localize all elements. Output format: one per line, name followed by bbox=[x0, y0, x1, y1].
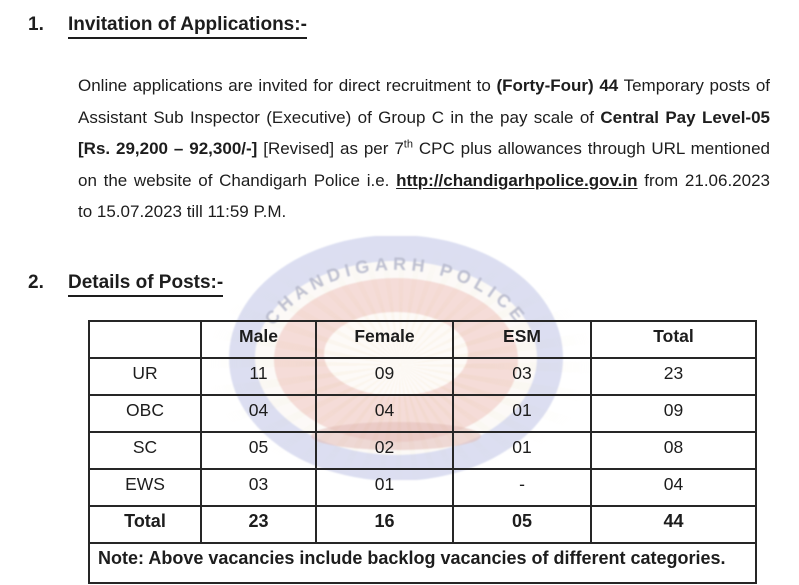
paragraph-text: [Revised] as per 7 bbox=[257, 139, 404, 158]
table-cell: 04 bbox=[316, 395, 453, 432]
table-note-row bbox=[89, 543, 756, 583]
section-2-heading-row bbox=[28, 272, 223, 297]
table-cell: 09 bbox=[591, 395, 756, 432]
table-cell: 23 bbox=[591, 358, 756, 395]
row-label: OBC bbox=[89, 395, 201, 432]
section-1-number: 1. bbox=[28, 14, 44, 35]
column-header-female: Female bbox=[316, 321, 453, 358]
table-row-obc bbox=[89, 395, 756, 432]
column-header-category bbox=[89, 321, 201, 358]
table-cell: 01 bbox=[316, 469, 453, 506]
watermark-ring-text: CHANDIGARH POLICE bbox=[260, 253, 532, 329]
table-cell: 11 bbox=[201, 358, 316, 395]
invitation-paragraph bbox=[78, 70, 770, 228]
table-row-total bbox=[89, 506, 756, 543]
pay-scale-bold: Central Pay Level-05 [Rs. 29,200 – 92,300/-] bbox=[78, 107, 770, 158]
table-cell: 05 bbox=[453, 506, 591, 543]
posts-count-bold: (Forty-Four) 44 bbox=[496, 76, 619, 95]
details-heading: Details of Posts:- bbox=[68, 272, 223, 297]
table-cell: 44 bbox=[591, 506, 756, 543]
row-label: EWS bbox=[89, 469, 201, 506]
table-cell: 23 bbox=[201, 506, 316, 543]
row-label: Total bbox=[89, 506, 201, 543]
column-header-total: Total bbox=[591, 321, 756, 358]
paragraph-text: Temporary posts of Assistant Sub Inspector (Executive) of Group C in the pay scale of bbox=[78, 76, 770, 127]
table-row-ews bbox=[89, 469, 756, 506]
table-cell: - bbox=[453, 469, 591, 506]
superscript-th: th bbox=[403, 138, 413, 151]
website-url: http://chandigarhpolice.gov.in bbox=[396, 170, 638, 190]
table-cell: 16 bbox=[316, 506, 453, 543]
table-cell: 01 bbox=[453, 395, 591, 432]
paragraph-text: CPC plus allowances through URL mentioned on the website of Chandigarh Police i.e. bbox=[78, 139, 770, 190]
table-cell: 03 bbox=[453, 358, 591, 395]
table-row-sc bbox=[89, 432, 756, 469]
table-cell: 05 bbox=[201, 432, 316, 469]
table-cell: 04 bbox=[591, 469, 756, 506]
section-1-heading-row bbox=[28, 14, 307, 39]
row-label: UR bbox=[89, 358, 201, 395]
table-cell: 03 bbox=[201, 469, 316, 506]
column-header-male: Male bbox=[201, 321, 316, 358]
table-header-row bbox=[89, 321, 756, 358]
table-cell: 09 bbox=[316, 358, 453, 395]
paragraph-text: Online applications are invited for direct recruitment to bbox=[78, 76, 497, 95]
invitation-heading: Invitation of Applications:- bbox=[68, 14, 307, 39]
column-header-esm: ESM bbox=[453, 321, 591, 358]
paragraph-text: from 21.06.2023 to 15.07.2023 till 11:59 P.M. bbox=[78, 170, 770, 221]
table-note: Note: Above vacancies include backlog vacancies of different categories. bbox=[89, 543, 756, 583]
table-row-ur bbox=[89, 358, 756, 395]
posts-table bbox=[88, 320, 757, 584]
table-cell: 08 bbox=[591, 432, 756, 469]
row-label: SC bbox=[89, 432, 201, 469]
section-2-number: 2. bbox=[28, 272, 44, 293]
table-cell: 04 bbox=[201, 395, 316, 432]
table-cell: 01 bbox=[453, 432, 591, 469]
table-cell: 02 bbox=[316, 432, 453, 469]
